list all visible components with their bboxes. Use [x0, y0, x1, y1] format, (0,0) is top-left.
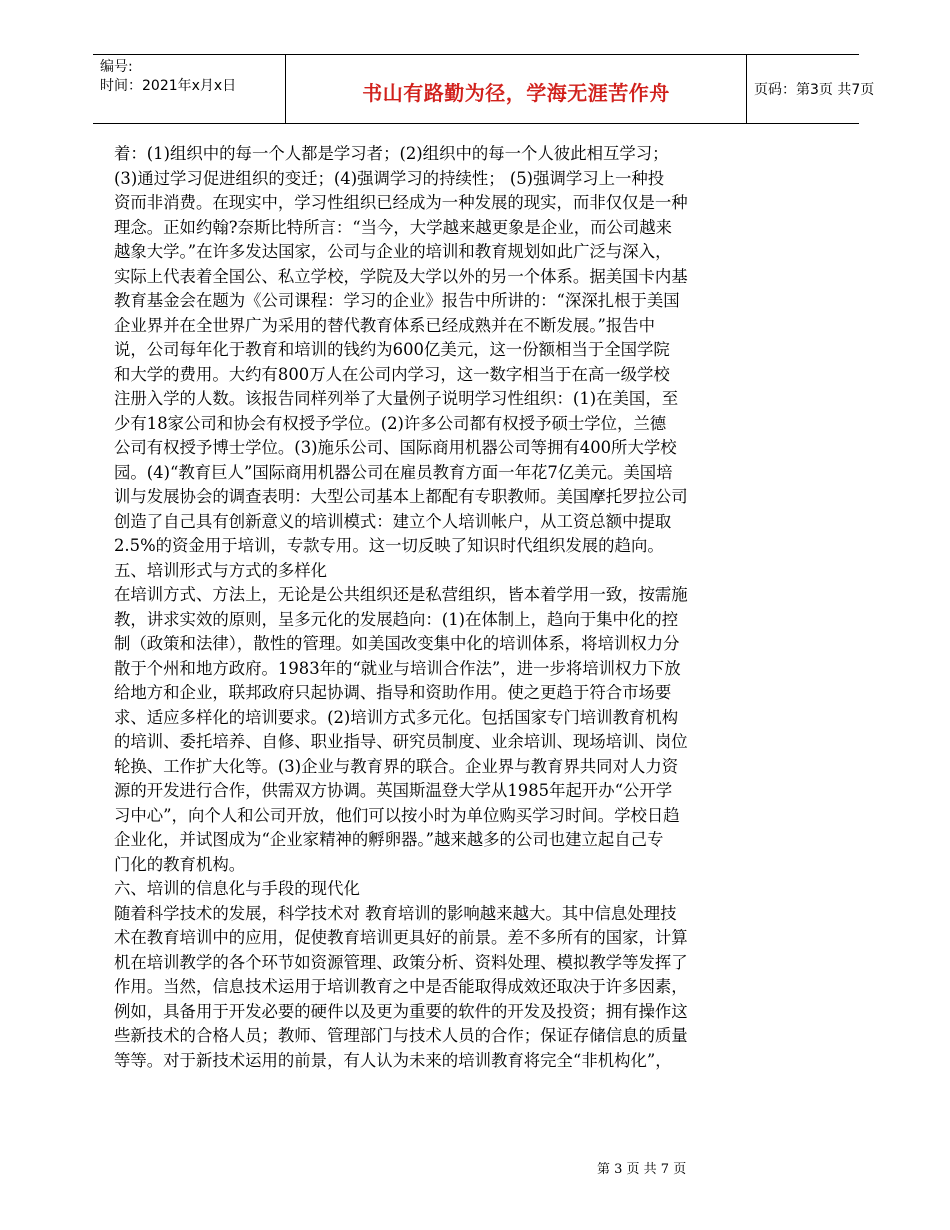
body-text-line: 企业界并在全世界广为采用的替代教育体系已经成熟并在不断发展。”报告中 — [114, 315, 656, 335]
body-text-line: 的培训、委托培养、自修、职业指导、研究员制度、业余培训、现场培训、岗位 — [114, 732, 688, 751]
body-text-line: 门化的教育机构。 — [114, 854, 246, 874]
document-body — [114, 142, 774, 1073]
body-text-line: 求、适应多样化的培训要求。(2)培训方式多元化。包括国家专门培训教育机构 — [114, 707, 679, 727]
header-motto: 书山有路勤为径，学海无涯苦作舟 — [362, 81, 670, 105]
body-text-line: 园。(4)“教育巨人”国际商用机器公司在雇员教育方面一年花7亿美元。美国培 — [114, 462, 673, 482]
body-text-line: 随着科学技术的发展，科学技术对 教育培训的影响越来越大。其中信息处理技 — [114, 903, 677, 923]
body-text-line: 轮换、工作扩大化等。(3)企业与教育界的联合。企业界与教育界共同对人力资 — [114, 756, 679, 776]
page-footer: 第 3 页 共 7 页 — [597, 1162, 687, 1177]
body-text-line: 教育基金会在题为《公司课程：学习的企业》报告中所讲的：“深深扎根于美国 — [114, 291, 680, 310]
body-text-line: 实际上代表着全国公、私立学校，学院及大学以外的另一个体系。据美国卡内基 — [114, 266, 688, 286]
body-text-line: 例如，具备用于开发必要的硬件以及更为重要的软件的开发及投资；拥有操作这 — [114, 1001, 688, 1021]
header-page-cell — [746, 55, 875, 123]
body-text-line: 术在教育培训中的应用，促使教育培训更具好的前景。差不多所有的国家，计算 — [114, 928, 688, 947]
body-text-line: 资而非消费。在现实中，学习性组织已经成为一种发展的现实，而非仅仅是一种 — [114, 193, 688, 212]
document-header — [93, 54, 875, 124]
header-page-code: 页码：第3页 共7页 — [754, 82, 875, 98]
body-text-line: 企业化，并试图成为“企业家精神的孵卵器。”越来越多的公司也建立起自己专 — [114, 830, 664, 849]
body-text-line: 散于个州和地方政府。1983年的“就业与培训合作法”，进一步将培训权力下放 — [114, 658, 681, 678]
body-text-line: 作用。当然，信息技术运用于培训教育之中是否能取得成效还取决于许多因素， — [114, 977, 688, 996]
body-text-line: 2.5%的资金用于培训，专款专用。这一切反映了知识时代组织发展的趋向。 — [114, 536, 664, 555]
document-time-label: 时间：2021年x月x日 — [100, 78, 237, 94]
header-motto-cell — [285, 55, 747, 123]
body-text-line: 六、培训的信息化与手段的现代化 — [114, 879, 360, 898]
body-text-line: 等等。对于新技术运用的前景，有人认为未来的培训教育将完全“非机构化”， — [114, 1050, 672, 1070]
body-text-line: 些新技术的合格人员；教师、管理部门与技术人员的合作；保证存储信息的质量 — [114, 1026, 688, 1045]
body-text-line: 说，公司每年化于教育和培训的钱约为600亿美元，这一份额相当于全国学院 — [114, 340, 670, 359]
body-text-line: 着：(1)组织中的每一个人都是学习者；(2)组织中的每一个人彼此相互学习； — [114, 144, 669, 163]
body-text-line: 越象大学。”在许多发达国家，公司与企业的培训和教育规划如此广泛与深入， — [114, 242, 672, 261]
document-number-label: 编号: — [100, 59, 133, 75]
body-text-line: 源的开发进行合作，供需双方协调。英国斯温登大学从1985年起开办“公开学 — [114, 781, 673, 800]
body-text-line: 训与发展协会的调查表明：大型公司基本上都配有专职教师。美国摩托罗拉公司 — [114, 487, 688, 506]
body-text-line: 五、培训形式与方式的多样化 — [114, 560, 328, 580]
body-text-line: 习中心”，向个人和公司开放，他们可以按小时为单位购买学习时间。学校日趋 — [114, 805, 680, 825]
body-text-line: 少有18家公司和协会有权授予学位。(2)许多公司都有权授予硕士学位，兰德 — [114, 413, 667, 433]
body-text-line: 注册入学的人数。该报告同样列举了大量例子说明学习性组织：(1)在美国，至 — [114, 389, 679, 408]
body-text-line: 创造了自己具有创新意义的培训模式：建立个人培训帐户，从工资总额中提取 — [114, 511, 672, 531]
body-text-line: 教，讲求实效的原则，呈多元化的发展趋向：(1)在体制上，趋向于集中化的控 — [114, 609, 679, 629]
body-text-line: 公司有权授予博士学位。(3)施乐公司、国际商用机器公司等拥有400所大学校 — [114, 438, 677, 457]
body-text-line: (3)通过学习促进组织的变迁；(4)强调学习的持续性； (5)强调学习上一种投 — [114, 168, 665, 188]
body-text-line: 理念。正如约翰?奈斯比特所言：“当今，大学越来越更象是企业，而公司越来 — [114, 217, 673, 237]
body-text-line: 和大学的费用。大约有800万人在公司内学习，这一数字相当于在高一级学校 — [114, 364, 670, 384]
body-text-line: 给地方和企业，联邦政府只起协调、指导和资助作用。使之更趋于符合市场要 — [114, 683, 672, 702]
body-text-line: 制（政策和法律），散性的管理。如美国改变集中化的培训体系，将培训权力分 — [114, 634, 680, 653]
body-text-line: 在培训方式、方法上，无论是公共组织还是私营组织，皆本着学用一致，按需施 — [114, 585, 688, 604]
body-text-line: 机在培训教学的各个环节如资源管理、政策分析、资料处理、模拟教学等发挥了 — [114, 952, 688, 972]
header-info-cell — [93, 55, 285, 123]
